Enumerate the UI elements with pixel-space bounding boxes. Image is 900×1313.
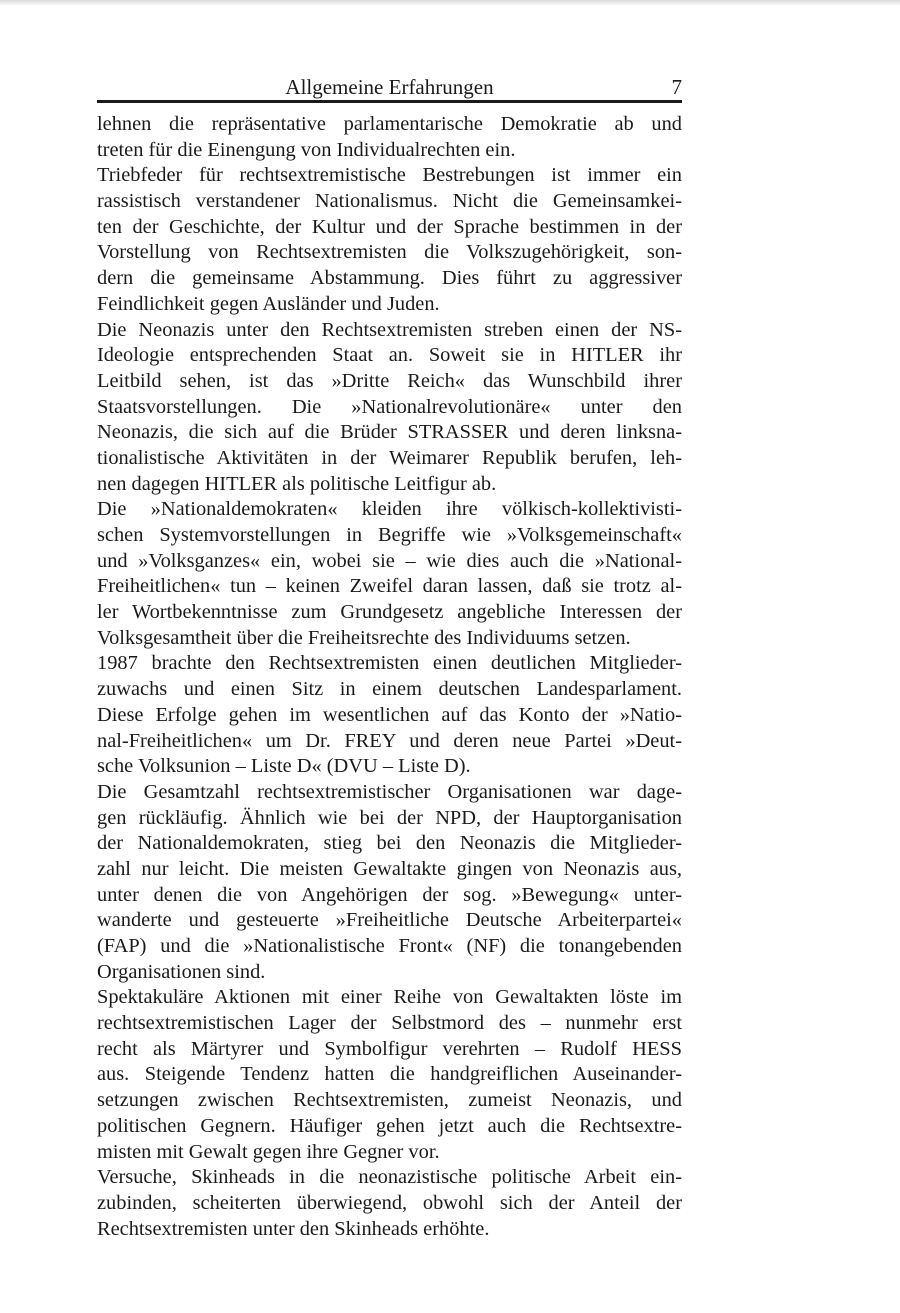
paragraph <box>97 780 682 986</box>
text-line: Vorstellung von Rechtsextremisten die Volkszugehörigkeit, son- <box>97 241 682 264</box>
text-line: recht als Märtyrer und Symbolfigur verehrten – Rudolf HESS <box>97 1037 682 1060</box>
text-line: setzungen zwischen Rechtsextremisten, zumeist Neonazis, und <box>97 1089 682 1112</box>
paragraph <box>97 318 682 498</box>
text-line: Volksgesamtheit über die Freiheitsrechte des Individuums setzen. <box>97 626 631 649</box>
text-line: der Nationaldemokraten, stieg bei den Neonazis die Mitglieder- <box>97 832 682 855</box>
text-line: rassistisch verstandener Nationalismus. Nicht die Gemeinsamkei- <box>97 190 682 213</box>
header-rule <box>97 100 682 103</box>
text-line: aus. Steigende Tendenz hatten die handgreiflichen Auseinander- <box>97 1063 682 1086</box>
text-line: misten mit Gewalt gegen ihre Gegner vor. <box>97 1140 440 1163</box>
text-line: unter denen die von Angehörigen der sog. »Bewegung« unter- <box>97 883 682 906</box>
text-line: sche Volksunion – Liste D« (DVU – Liste D). <box>97 755 471 778</box>
text-line: nal-Freiheitlichen« um Dr. FREY und deren neue Partei »Deut- <box>97 729 682 752</box>
text-line: zahl nur leicht. Die meisten Gewaltakte gingen von Neonazis aus, <box>97 857 682 880</box>
paragraph <box>97 651 682 779</box>
text-line: Feindlichkeit gegen Ausländer und Juden. <box>97 292 440 315</box>
paragraph <box>97 497 682 651</box>
text-line: gen rückläufig. Ähnlich wie bei der NPD, der Hauptorganisation <box>97 806 682 829</box>
text-line: Organisationen sind. <box>97 960 266 983</box>
text-line: dern die gemeinsame Abstammung. Dies führt zu aggressiver <box>97 267 682 290</box>
text-line: rechtsextremistischen Lager der Selbstmord des – nunmehr erst <box>97 1012 682 1035</box>
page-header <box>97 74 682 100</box>
text-line: Diese Erfolge gehen im wesentlichen auf das Konto der »Natio- <box>97 703 682 726</box>
text-line: Versuche, Skinheads in die neonazistische politische Arbeit ein- <box>97 1166 682 1189</box>
text-line: ten der Geschichte, der Kultur und der Sprache bestimmen in der <box>97 215 682 238</box>
text-line: Spektakuläre Aktionen mit einer Reihe von Gewaltakten löste im <box>97 986 682 1009</box>
text-line: Rechtsextremisten unter den Skinheads erhöhte. <box>97 1217 490 1240</box>
paragraph <box>97 163 682 317</box>
text-line: Staatsvorstellungen. Die »Nationalrevolutionäre« unter den <box>97 395 682 418</box>
text-line: Leitbild sehen, ist das »Dritte Reich« das Wunschbild ihrer <box>97 369 682 392</box>
text-line: Freiheitlichen« tun – keinen Zweifel daran lassen, daß sie trotz al- <box>97 575 682 598</box>
text-line: und »Volksganzes« ein, wobei sie – wie dies auch die »National- <box>97 549 682 572</box>
text-line: (FAP) und die »Nationalistische Front« (NF) die tonangebenden <box>97 935 682 957</box>
page-number: 7 <box>671 75 682 99</box>
text-line: ler Wortbekenntnisse zum Grundgesetz angebliche Interessen der <box>97 601 682 624</box>
scan-edge <box>0 0 900 6</box>
text-line: Die »Nationaldemokraten« kleiden ihre völkisch-kollektivisti- <box>97 498 682 521</box>
page-title: Allgemeine Erfahrungen <box>285 75 494 99</box>
text-line: zubinden, scheiterten überwiegend, obwohl sich der Anteil der <box>97 1191 682 1214</box>
body-text <box>97 112 682 1242</box>
text-line: lehnen die repräsentative parlamentarische Demokratie ab und <box>97 113 682 135</box>
text-line: Triebfeder für rechtsextremistische Bestrebungen ist immer ein <box>97 164 682 187</box>
paragraph <box>97 1165 682 1242</box>
text-line: Die Neonazis unter den Rechtsextremisten streben einen der NS- <box>97 318 682 341</box>
text-line: treten für die Einengung von Individualrechten ein. <box>97 138 516 161</box>
text-line: Neonazis, die sich auf die Brüder STRASSER und deren linksna- <box>97 421 682 444</box>
text-line: wanderte und gesteuerte »Freiheitliche Deutsche Arbeiterpartei« <box>97 909 682 932</box>
text-line: schen Systemvorstellungen in Begriffe wie »Volksgemeinschaft« <box>97 524 682 546</box>
text-line: 1987 brachte den Rechtsextremisten einen deutlichen Mitglieder- <box>97 652 682 675</box>
text-line: politischen Gegnern. Häufiger gehen jetzt auch die Rechtsextre- <box>97 1114 682 1137</box>
text-line: Ideologie entsprechenden Staat an. Soweit sie in HITLER ihr <box>97 344 682 367</box>
text-line: Die Gesamtzahl rechtsextremistischer Organisationen war dage- <box>97 780 682 803</box>
text-line: zuwachs und einen Sitz in einem deutschen Landesparlament. <box>97 678 682 701</box>
paragraph <box>97 985 682 1165</box>
text-line: nen dagegen HITLER als politische Leitfigur ab. <box>97 472 497 495</box>
paragraph <box>97 112 682 163</box>
text-line: tionalistische Aktivitäten in der Weimarer Republik berufen, leh- <box>97 446 682 469</box>
